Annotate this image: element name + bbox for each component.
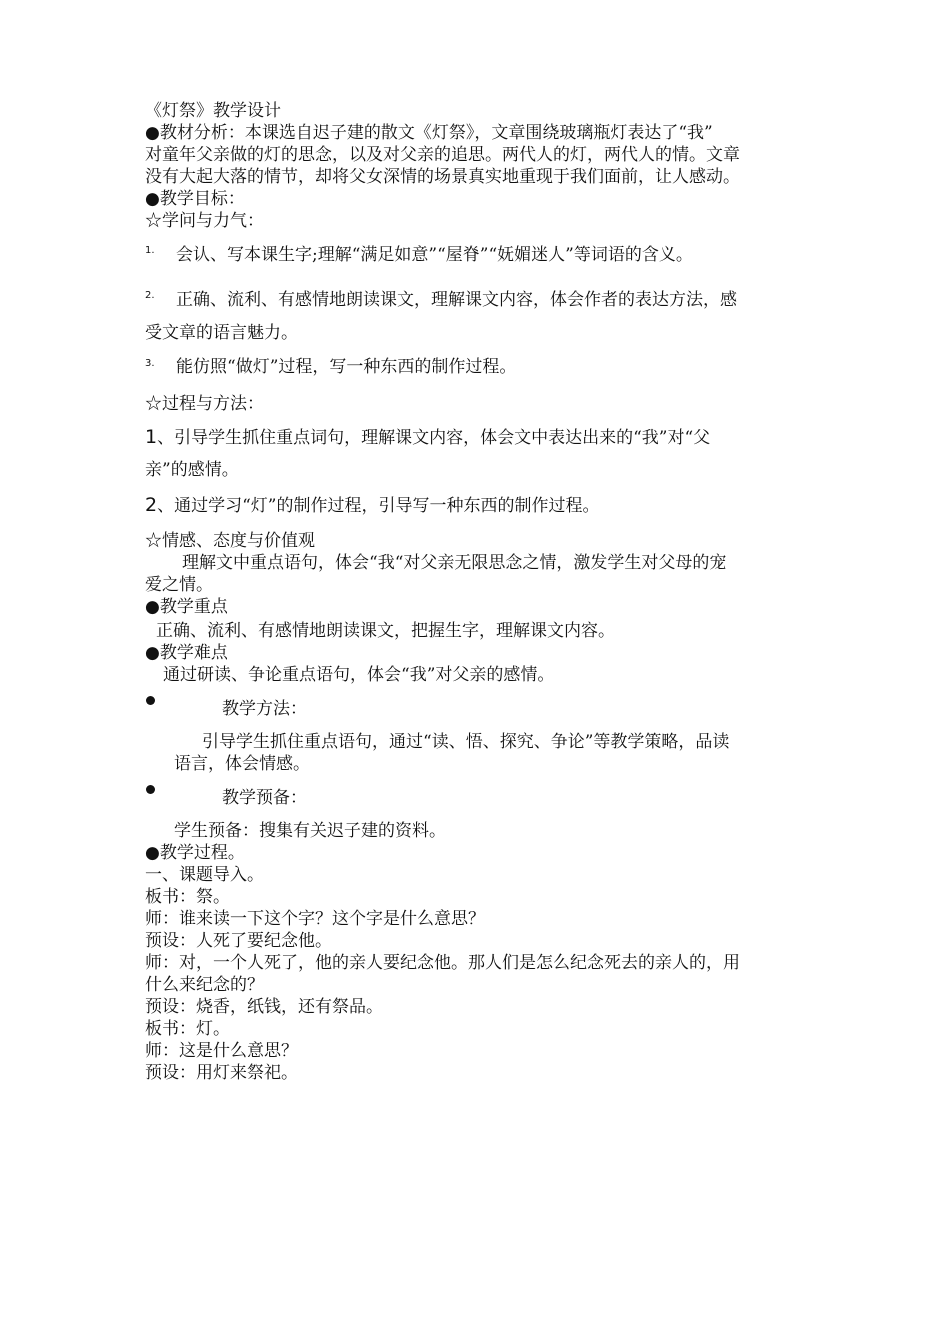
process-2-text: 、通过学习“灯”的制作过程，引导写一种东西的制作过程。: [157, 496, 600, 516]
key-points-text: 正确、流利、有感情地朗读课文，把握生字，理解课文内容。: [156, 621, 615, 641]
process-1: [145, 426, 710, 449]
difficulty-heading: ●教学难点: [145, 643, 228, 663]
procedure-line-7: 板书：灯。: [145, 1019, 230, 1039]
procedure-line-4: 预设：人死了要纪念他。: [145, 931, 332, 951]
method-heading: 教学方法：: [222, 699, 307, 719]
process-1-line-2: 亲”的感情。: [145, 460, 239, 480]
procedure-line-5b: 什么来纪念的？: [145, 975, 264, 995]
procedure-heading: ●教学过程。: [145, 843, 245, 863]
goal-2-line-1: 正确、流利、有感情地朗读课文，理解课文内容，体会作者的表达方法，感: [176, 290, 737, 310]
goal-1-number: 1.: [145, 245, 155, 256]
procedure-line-5a: 师：对，一个人死了，他的亲人要纪念他。那人们是怎么纪念死去的亲人的，用: [145, 953, 740, 973]
key-points-heading: ●教学重点: [145, 597, 228, 617]
analysis-line-3: 没有大起大落的情节，却将父女深情的场景真实地重现于我们面前，让人感动。: [145, 167, 740, 187]
goal-3-text: 能仿照“做灯”过程，写一种东西的制作过程。: [176, 357, 517, 377]
preparation-text: 学生预备：搜集有关迟子建的资料。: [174, 821, 446, 841]
doc-title: 《灯祭》教学设计: [145, 101, 281, 121]
bullet-dot-icon: [146, 785, 155, 794]
method-line-2: 语言，体会情感。: [174, 754, 310, 774]
knowledge-heading: ☆学问与力气：: [145, 211, 264, 231]
difficulty-text: 通过研读、争论重点语句，体会“我”对父亲的感情。: [163, 665, 555, 685]
method-line-1: 引导学生抓住重点语句，通过“读、悟、探究、争论”等教学策略，品读: [202, 732, 730, 752]
analysis-line-2: 对童年父亲做的灯的思念，以及对父亲的追思。两代人的灯，两代人的情。文章: [145, 145, 740, 165]
procedure-line-6: 预设：烧香，纸钱，还有祭品。: [145, 997, 383, 1017]
bullet-dot-icon: [146, 696, 155, 705]
emotion-line-2: 爱之情。: [145, 575, 213, 595]
goal-2-number: 2.: [145, 290, 155, 301]
process-2: [145, 494, 599, 517]
emotion-heading: ☆情感、态度与价值观: [145, 531, 315, 551]
process-1-line-1: 、引导学生抓住重点词句，理解课文内容，体会文中表达出来的“我”对“父: [157, 428, 711, 448]
goals-heading: ●教学目标：: [145, 189, 245, 209]
procedure-line-1: 一、课题导入。: [145, 865, 264, 885]
process-1-number: 1: [145, 426, 158, 448]
analysis-line-1: ●教材分析：本课选自迟子建的散文《灯祭》，文章围绕玻璃瓶灯表达了“我”: [145, 123, 713, 143]
procedure-line-3: 师：谁来读一下这个字？这个字是什么意思？: [145, 909, 485, 929]
procedure-line-8: 师：这是什么意思？: [145, 1041, 298, 1061]
goal-2-line-2: 受文章的语言魅力。: [145, 323, 298, 343]
process-2-number: 2: [145, 494, 158, 516]
emotion-line-1: 理解文中重点语句，体会“我“对父亲无限思念之情，激发学生对父母的宠: [182, 553, 727, 573]
goal-3-number: 3.: [145, 358, 155, 369]
procedure-line-9: 预设：用灯来祭祀。: [145, 1063, 298, 1083]
preparation-heading: 教学预备：: [222, 788, 307, 808]
procedure-line-2: 板书：祭。: [145, 887, 230, 907]
goal-1-text: 会认、写本课生字;理解“满足如意”“屋脊”“妩媚迷人”等词语的含义。: [176, 245, 693, 265]
process-heading: ☆过程与方法：: [145, 394, 264, 414]
